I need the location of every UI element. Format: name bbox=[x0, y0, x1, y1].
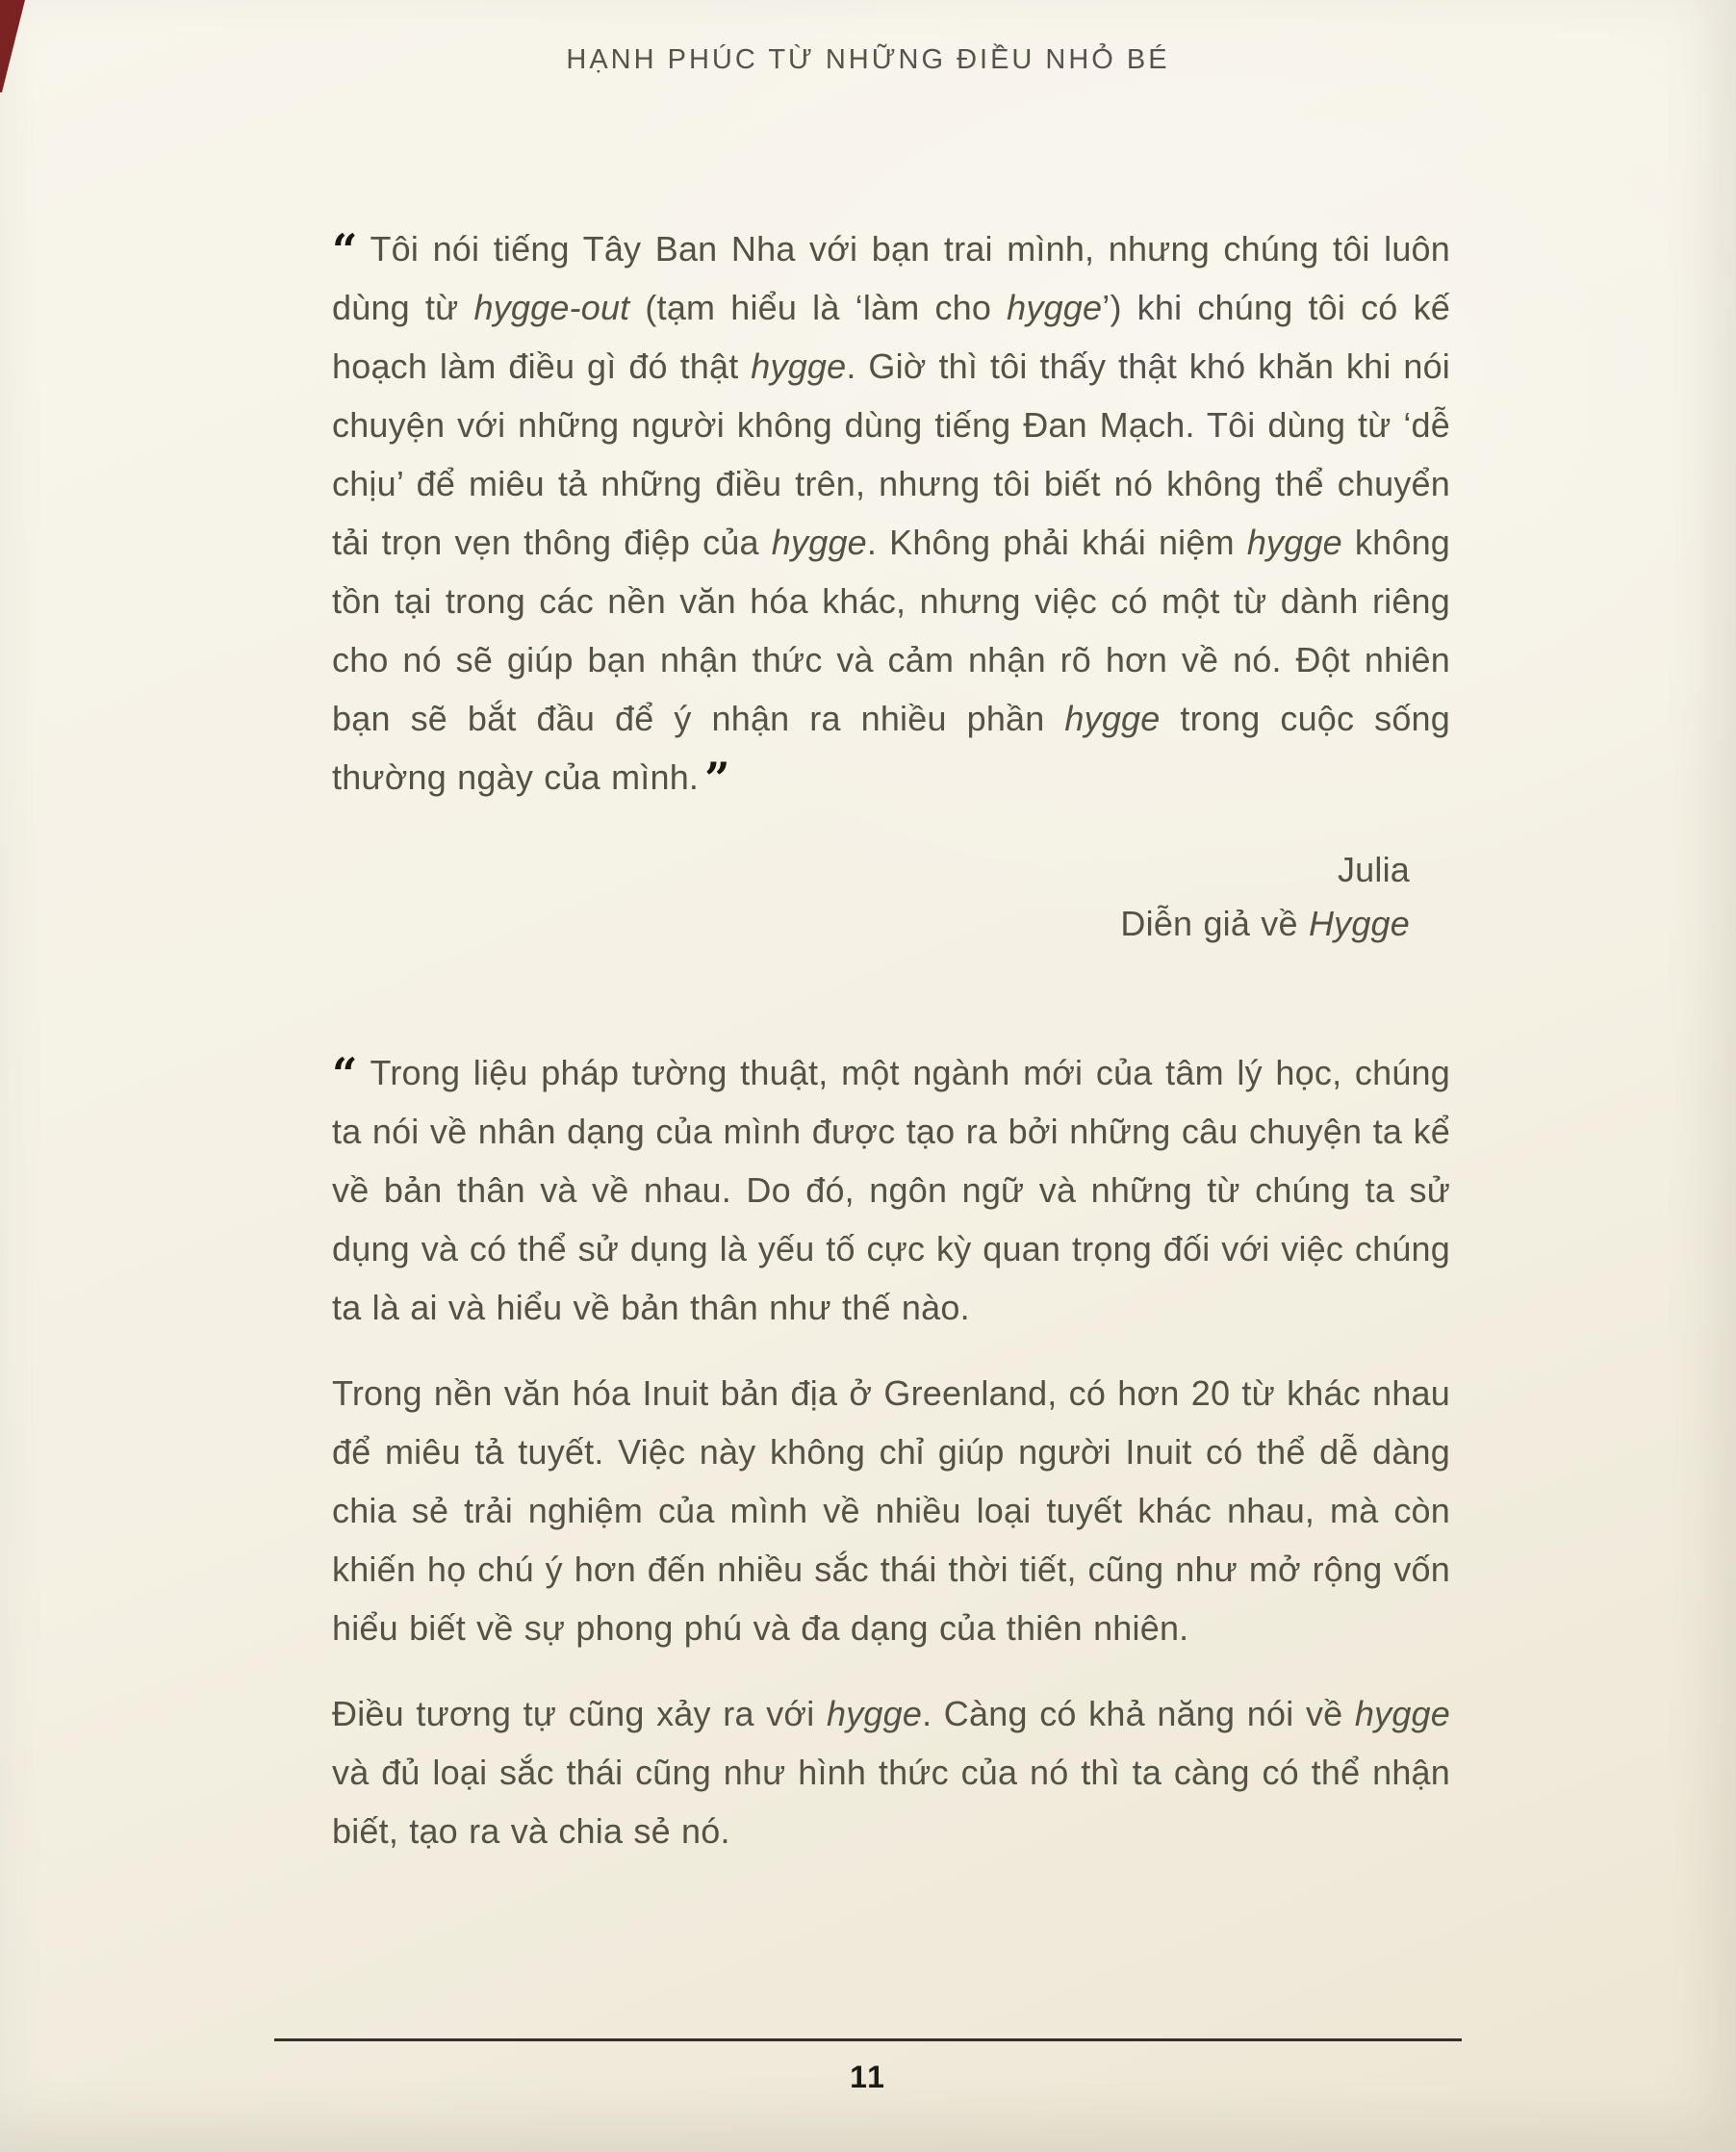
page-body bbox=[332, 219, 1450, 1860]
open-quote-icon: “ bbox=[332, 1048, 355, 1100]
running-header: HẠNH PHÚC TỪ NHỮNG ĐIỀU NHỎ BÉ bbox=[566, 44, 1170, 75]
quote-2-paragraph-1-text: Trong liệu pháp tường thuật, một ngành mới của tâm lý học, chúng ta nói về nhân dạng của mình được tạo ra bởi những câu chuyện ta kể về bản thân và về nhau. Do đó, ngôn ngữ và những từ chúng ta sử dụng và có thể sử dụng là yếu tố cực kỳ quan trọng đối với việc chúng ta là ai và hiểu về bản thân như thế nào. bbox=[332, 1053, 1450, 1327]
quote-2-paragraph-2 bbox=[332, 1364, 1450, 1657]
page-number: 11 bbox=[850, 2060, 886, 2094]
quote-2-paragraph-2-text: Trong nền văn hóa Inuit bản địa ở Greenland, có hơn 20 từ khác nhau để miêu tả tuyết. Việc này không chỉ giúp người Inuit có thể dễ dàng chia sẻ trải nghiệm của mình về nhiều loại tuyết khác nhau, mà còn khiến họ chú ý hơn đến nhiều sắc thái thời tiết, cũng như mở rộng vốn hiểu biết về sự phong phú và đa dạng của thiên nhiên. bbox=[332, 1373, 1450, 1648]
attribution-name: Julia bbox=[1337, 850, 1410, 889]
attribution-role: Diễn giả về Hygge bbox=[1120, 904, 1410, 943]
open-quote-icon: “ bbox=[332, 224, 355, 276]
quote-2 bbox=[332, 1043, 1450, 1860]
close-quote-icon: ” bbox=[704, 753, 728, 805]
quote-1-attribution bbox=[332, 843, 1450, 951]
quote-2-paragraph-3 bbox=[332, 1684, 1450, 1860]
quote-1 bbox=[332, 219, 1450, 807]
footer-rule bbox=[274, 2038, 1462, 2041]
quote-1-text: Tôi nói tiếng Tây Ban Nha với bạn trai mình, nhưng chúng tôi luôn dùng từ hygge-out (tạm hiểu là ‘làm cho hygge’) khi chúng tôi có kế hoạch làm điều gì đó thật hygge. Giờ thì tôi thấy thật khó khăn khi nói chuyện với những người không dùng tiếng Đan Mạch. Tôi dùng từ ‘dễ chịu’ để miêu tả những điều trên, nhưng tôi biết nó không thể chuyển tải trọn vẹn thông điệp của hygge. Không phải khái niệm hygge không tồn tại trong các nền văn hóa khác, nhưng việc có một từ dành riêng cho nó sẽ giúp bạn nhận thức và cảm nhận rõ hơn về nó. Đột nhiên bạn sẽ bắt đầu để ý nhận ra nhiều phần hygge trong cuộc sống thường ngày của mình. bbox=[332, 229, 1451, 797]
quote-2-paragraph-3-text: Điều tương tự cũng xảy ra với hygge. Càng có khả năng nói về hygge và đủ loại sắc thái cũng như hình thức của nó thì ta càng có thể nhận biết, tạo ra và chia sẻ nó. bbox=[332, 1694, 1450, 1851]
quote-2-paragraph-1 bbox=[332, 1043, 1450, 1337]
